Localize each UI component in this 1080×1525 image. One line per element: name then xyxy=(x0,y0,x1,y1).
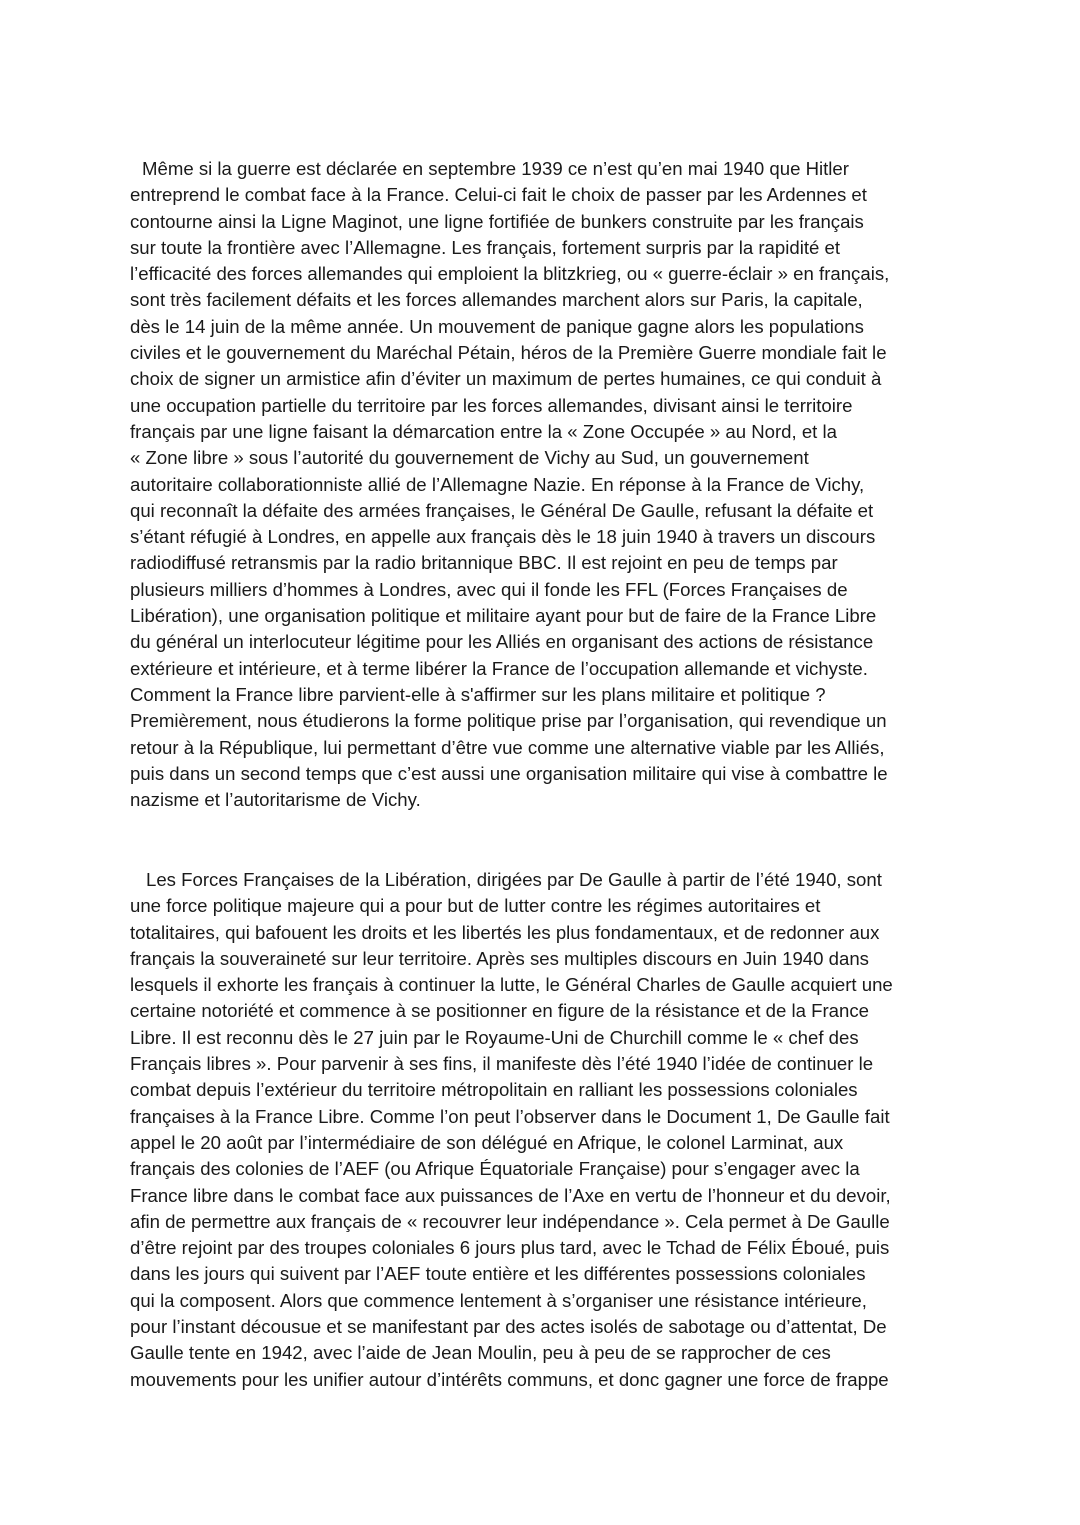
text-line: combat depuis l’extérieur du territoire métropolitain en ralliant les possessions coloniales xyxy=(130,1079,858,1101)
text-line: certaine notoriété et commence à se positionner en figure de la résistance et de la France xyxy=(130,1000,870,1022)
text-line: l’efficacité des forces allemandes qui emploient la blitzkrieg, ou « guerre-éclair » en français, xyxy=(130,263,890,285)
text-line: mouvements pour les unifier autour d’intérêts communs, et donc gagner une force de frappe xyxy=(130,1368,889,1390)
text-line: civiles et le gouvernement du Maréchal Pétain, héros de la Première Guerre mondiale fait le xyxy=(130,342,887,364)
text-line: extérieure et intérieure, et à terme libérer la France de l’occupation allemande et vichyste. xyxy=(130,657,868,679)
text-line: d’être rejoint par des troupes coloniales 6 jours plus tard, avec le Tchad de Félix Éboué, puis xyxy=(130,1237,890,1259)
text-line: lesquels il exhorte les français à continuer la lutte, le Général Charles de Gaulle acquiert une xyxy=(130,974,893,996)
text-line: français des colonies de l’AEF (ou Afrique Équatoriale Française) pour s’engager avec la xyxy=(130,1158,860,1180)
text-line: radiodiffusé retransmis par la radio britannique BBC. Il est rejoint en peu de temps par xyxy=(130,552,838,574)
text-line: plusieurs milliers d’hommes à Londres, avec qui il fonde les FFL (Forces Françaises de xyxy=(130,578,848,600)
text-line: Même si la guerre est déclarée en septembre 1939 ce n’est qu’en mai 1940 que Hitler xyxy=(142,158,849,179)
text-line: français par une ligne faisant la démarcation entre la « Zone Occupée » au Nord, et la xyxy=(130,420,837,442)
text-line: pour l’instant décousue et se manifestant par des actes isolés de sabotage ou d’attentat, De xyxy=(130,1316,887,1338)
text-line: entreprend le combat face à la France. Celui-ci fait le choix de passer par les Ardennes et xyxy=(130,184,867,206)
text-line: Premièrement, nous étudierons la forme politique prise par l’organisation, qui revendique un xyxy=(130,710,887,732)
text-line: sont très facilement défaits et les forces allemandes marchent alors sur Paris, la capitale, xyxy=(130,289,863,311)
text-line: afin de permettre aux français de « recouvrer leur indépendance ». Cela permet à De Gaulle xyxy=(130,1210,890,1232)
text-line: françaises à la France Libre. Comme l’on peut l’observer dans le Document 1, De Gaulle fait xyxy=(130,1105,890,1127)
text-line: choix de signer un armistice afin d’éviter un maximum de pertes humaines, ce qui conduit à xyxy=(130,368,882,390)
text-line: Libre. Il est reconnu dès le 27 juin par le Royaume-Uni de Churchill comme le « chef des xyxy=(130,1026,859,1048)
text-line: contourne ainsi la Ligne Maginot, une ligne fortifiée de bunkers construite par les français xyxy=(130,210,864,232)
text-line: une force politique majeure qui a pour but de lutter contre les régimes autoritaires et xyxy=(130,895,821,917)
paragraph-introduction xyxy=(130,156,970,813)
text-line: Français libres ». Pour parvenir à ses fins, il manifeste dès l’été 1940 l’idée de continuer le xyxy=(130,1053,874,1075)
text-line: qui la composent. Alors que commence lentement à s’organiser une résistance intérieure, xyxy=(130,1289,867,1311)
text-line: dès le 14 juin de la même année. Un mouvement de panique gagne alors les populations xyxy=(130,315,864,337)
text-line: puis dans un second temps que c’est aussi une organisation militaire qui vise à combattre le xyxy=(130,762,888,784)
text-line: retour à la République, lui permettant d’être vue comme une alternative viable par les Alliés, xyxy=(130,736,885,758)
text-line: autoritaire collaborationniste allié de l’Allemagne Nazie. En réponse à la France de Vichy, xyxy=(130,473,865,495)
paragraph-development xyxy=(130,867,970,1393)
text-line: appel le 20 août par l’intermédiaire de son délégué en Afrique, le colonel Larminat, aux xyxy=(130,1131,844,1153)
text-line: Les Forces Françaises de la Libération, dirigées par De Gaulle à partir de l’été 1940, sont xyxy=(146,869,882,890)
text-line: Comment la France libre parvient-elle à s'affirmer sur les plans militaire et politique ? xyxy=(130,683,826,705)
text-line: une occupation partielle du territoire par les forces allemandes, divisant ainsi le territoire xyxy=(130,394,853,416)
text-line: dans les jours qui suivent par l’AEF toute entière et les différentes possessions coloniales xyxy=(130,1263,866,1285)
text-line: Libération), une organisation politique et militaire ayant pour but de faire de la France Libre xyxy=(130,605,877,627)
text-line: s’étant réfugié à Londres, en appelle aux français dès le 18 juin 1940 à travers un discours xyxy=(130,526,876,548)
text-line: France libre dans le combat face aux puissances de l’Axe en vertu de l’honneur et du devoir, xyxy=(130,1184,891,1206)
text-line: qui reconnaît la défaite des armées françaises, le Général De Gaulle, refusant la défaite et xyxy=(130,499,874,521)
text-line: sur toute la frontière avec l’Allemagne. Les français, fortement surpris par la rapidité et xyxy=(130,236,841,258)
text-line: nazisme et l’autoritarisme de Vichy. xyxy=(130,789,421,811)
text-line: du général un interlocuteur légitime pour les Alliés en organisant des actions de résistance xyxy=(130,631,874,653)
text-line: Gaulle tente en 1942, avec l’aide de Jean Moulin, peu à peu de se rapprocher de ces xyxy=(130,1342,831,1364)
text-line: totalitaires, qui bafouent les droits et les libertés les plus fondamentaux, et de redonner aux xyxy=(130,921,880,943)
text-line: français la souveraineté sur leur territoire. Après ses multiples discours en Juin 1940 dans xyxy=(130,947,869,969)
text-line: « Zone libre » sous l’autorité du gouvernement de Vichy au Sud, un gouvernement xyxy=(130,447,809,469)
